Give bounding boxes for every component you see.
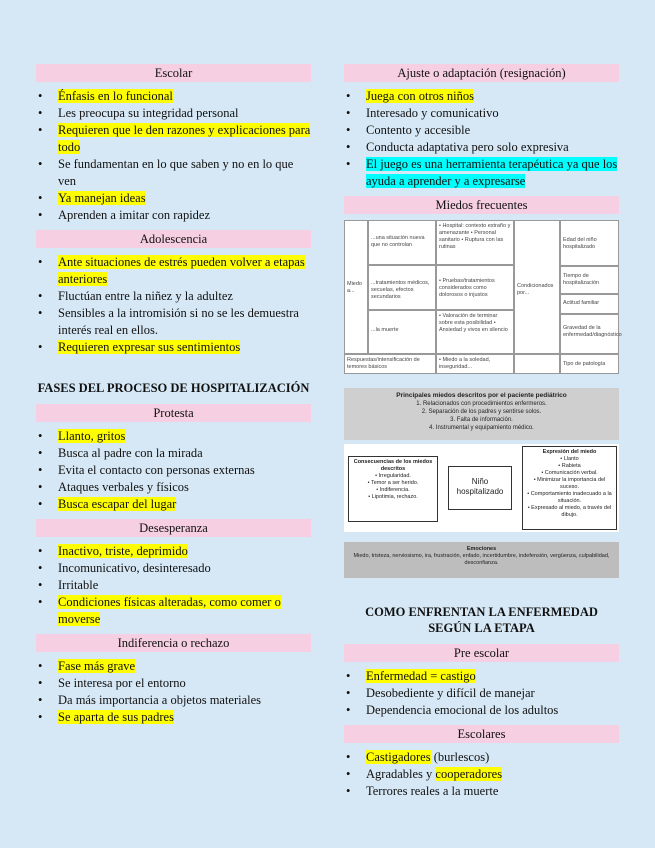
list-protesta <box>36 428 311 513</box>
enfrentan-title: COMO ENFRENTAN LA ENFERMEDAD SEGÚN LA ETAPA <box>365 605 598 635</box>
list-item <box>36 709 311 726</box>
diagram-line: • Llanto <box>560 456 579 462</box>
list-item <box>36 122 311 156</box>
miedos-cell-respuestas: Respuestas/intensificación de temores básicos <box>344 354 436 374</box>
list-item <box>344 668 619 685</box>
list-item <box>36 156 311 190</box>
section-header-adolescencia: Adolescencia <box>36 230 311 248</box>
diagram-top-title: Principales miedos descritos por el paciente pediátrico <box>396 392 567 399</box>
list-item-text: Busca escapar del lugar <box>58 497 177 511</box>
diagram-middle <box>344 444 619 532</box>
miedos-cell-edad: Edad del niño hospitalizado <box>560 220 619 266</box>
list-item <box>36 254 311 288</box>
diagram-expresion-box <box>522 446 617 530</box>
list-item <box>344 702 619 719</box>
section-header-protesta: Protesta <box>36 404 311 422</box>
diagram-line: • Lipotimia, rechazo. <box>368 494 418 500</box>
diagram-line: • Expresado al miedo, a través del dibujo. <box>527 505 612 518</box>
list-item-text: cooperadores <box>435 767 503 781</box>
list-item <box>344 766 619 783</box>
diagram-top-items <box>344 400 619 432</box>
list-item <box>36 190 311 207</box>
diagram-line: 3. Falta de información. <box>450 417 513 423</box>
miedos-cell-tratamientos: ...tratamientos médicos, secuelas, efectos secundarios <box>368 265 436 310</box>
miedos-cell-valoracion: • Valoración de terminar sobre esta posibilidad • Ansiedad y vivos en silencio <box>436 310 514 354</box>
diagram-emociones-box <box>344 542 619 578</box>
list-item <box>36 658 311 675</box>
list-item <box>36 445 311 462</box>
miedos-cell-hospital: • Hospital: contexto extraño y amenazante • Personal sanitario • Ruptura con las rutinas <box>436 220 514 265</box>
section-header-escolar: Escolar <box>36 64 311 82</box>
list-item <box>344 156 619 190</box>
list-indiferencia <box>36 658 311 726</box>
list-ajuste <box>344 88 619 190</box>
list-item-text: Ataques verbales y físicos <box>58 480 189 494</box>
list-item-text: Se interesa por el entorno <box>58 676 186 690</box>
list-item <box>36 594 311 628</box>
section-header-miedos: Miedos frecuentes <box>344 196 619 214</box>
diagram-line: 4. Instrumental y equipamiento médico. <box>429 425 534 431</box>
list-item <box>344 749 619 766</box>
list-item-text: Desobediente y difícil de manejar <box>366 686 535 700</box>
list-item-text: Aprenden a imitar con rapidez <box>58 208 211 222</box>
list-item-text: Da más importancia a objetos materiales <box>58 693 262 707</box>
list-item-text: Interesado y comunicativo <box>366 106 499 120</box>
list-item-text: Agradables y <box>366 767 436 781</box>
list-item-text: Busca al padre con la mirada <box>58 446 203 460</box>
list-item <box>344 105 619 122</box>
list-item-text: Fluctúan entre la niñez y la adultez <box>58 289 233 303</box>
list-item-text: Condiciones físicas alteradas, como comer o moverse <box>58 595 281 626</box>
list-item-text: Contento y accesible <box>366 123 471 137</box>
list-escolares <box>344 749 619 800</box>
list-item <box>36 675 311 692</box>
diagram-emociones-title: Emociones <box>466 546 497 552</box>
left-column <box>36 64 311 732</box>
list-preescolar <box>344 668 619 719</box>
section-header-desesperanza: Desesperanza <box>36 519 311 537</box>
diagram-consecuencias-title: Consecuencias de los miedos descritos <box>353 459 433 472</box>
list-item-text: Enfermedad = castigo <box>366 669 476 683</box>
list-item-text: Irritable <box>58 578 99 592</box>
miedos-cell-muerte: ...la muerte <box>368 310 436 354</box>
miedos-diagram <box>344 388 619 578</box>
list-item <box>36 339 311 356</box>
right-column <box>344 64 622 806</box>
list-item <box>344 88 619 105</box>
list-item-text: Fase más grave <box>58 659 136 673</box>
list-item <box>36 479 311 496</box>
diagram-line: • Minimizar la importancia del suceso. <box>533 477 606 490</box>
diagram-line: • Irregularidad. <box>375 473 411 479</box>
list-item-text: Ante situaciones de estrés pueden volver a etapas anteriores <box>58 255 305 286</box>
diagram-line: • Temor a ser herido. <box>367 480 419 486</box>
list-item <box>344 783 619 800</box>
list-item <box>36 105 311 122</box>
list-item-text: El juego es una herramienta terapéutica ya que los ayuda a aprender y a expresarse <box>366 157 618 188</box>
list-item <box>344 139 619 156</box>
miedos-cell-nueva: ...una situación nueva que no controlan <box>368 220 436 265</box>
miedos-cell-gravedad: Gravedad de la enfermedad/diagnóstico <box>560 314 619 354</box>
section-header-indiferencia: Indiferencia o rechazo <box>36 634 311 652</box>
list-item <box>36 577 311 594</box>
list-item-text: Terrores reales a la muerte <box>366 784 499 798</box>
list-item <box>36 428 311 445</box>
miedos-cell-tiempo: Tiempo de hospitalización <box>560 266 619 294</box>
fases-title: FASES DEL PROCESO DE HOSPITALIZACIÓN <box>37 381 310 395</box>
diagram-line: • Comunicación verbal. <box>541 470 598 476</box>
list-item <box>36 543 311 560</box>
section-header-preescolar: Pre escolar <box>344 644 619 662</box>
list-item-text: Se aparta de sus padres <box>58 710 174 724</box>
list-item-text: Castigadores <box>366 750 431 764</box>
diagram-line: 2. Separación de los padres y sentirse solos. <box>421 409 542 415</box>
list-escolar <box>36 88 311 224</box>
list-item <box>344 685 619 702</box>
list-item-text: Inactivo, triste, deprimido <box>58 544 188 558</box>
miedos-table <box>344 220 622 374</box>
list-item-text: Llanto, gritos <box>58 429 126 443</box>
list-item-text: Se fundamentan en lo que saben y no en lo que ven <box>58 157 294 188</box>
list-item <box>344 122 619 139</box>
diagram-top-box <box>344 388 619 440</box>
list-item <box>36 305 311 339</box>
diagram-emociones-text: Miedo, tristeza, nerviosismo, ira, frustración, enfado, incertidumbre, indefensión, vergüenza, culpabilidad, desconfianza. <box>353 553 610 566</box>
miedos-cell-pruebas: • Pruebas/tratamientos considerados como dolorosos o injustos <box>436 265 514 310</box>
diagram-line: • Rabieta <box>558 463 581 469</box>
list-item-text: Les preocupa su integridad personal <box>58 106 239 120</box>
list-item <box>36 692 311 709</box>
list-item-text: Evita el contacto con personas externas <box>58 463 255 477</box>
list-item <box>36 207 311 224</box>
list-item-text: Requieren expresar sus sentimientos <box>58 340 241 354</box>
diagram-center-box: Niño hospitalizado <box>448 466 512 510</box>
diagram-consecuencias-items <box>351 473 435 501</box>
list-item-text: Requieren que le den razones y explicaciones para todo <box>58 123 311 154</box>
section-header-escolares: Escolares <box>344 725 619 743</box>
miedos-cell-soledad: • Miedo a la soledad, inseguridad... <box>436 354 514 374</box>
diagram-expresion-title: Expresión del miedo <box>542 449 597 455</box>
list-item <box>36 288 311 305</box>
miedos-cell-patologia: Tipo de patología <box>560 354 619 374</box>
list-item-text: Sensibles a la intromisión si no se les demuestra interés real en ellos. <box>58 306 299 337</box>
list-item-text: Incomunicativo, desinteresado <box>58 561 211 575</box>
list-item-text: Énfasis en lo funcional <box>58 89 173 103</box>
list-item <box>36 560 311 577</box>
diagram-line: • Indiferencia. <box>376 487 410 493</box>
diagram-consecuencias-box <box>348 456 438 522</box>
list-desesperanza <box>36 543 311 628</box>
list-adolescencia <box>36 254 311 356</box>
miedos-cell-actitud: Actitud familiar <box>560 294 619 314</box>
list-item-text: (burlescos) <box>430 750 490 764</box>
section-header-ajuste: Ajuste o adaptación (resignación) <box>344 64 619 82</box>
miedos-cell-condicionados: Condicionados por... <box>514 220 560 354</box>
list-item-text: Dependencia emocional de los adultos <box>366 703 559 717</box>
list-item-text: Ya manejan ideas <box>58 191 146 205</box>
diagram-line: 1. Relacionados con procedimientos enfermeros. <box>416 401 547 407</box>
diagram-expresion-items <box>525 456 614 519</box>
list-item-text: Juega con otros niños <box>366 89 474 103</box>
list-item <box>36 462 311 479</box>
diagram-line: • Comportamiento inadecuado a la situación. <box>527 491 612 504</box>
list-item <box>36 496 311 513</box>
miedos-cell-miedo: Miedo a... <box>344 220 368 354</box>
list-item-text: Conducta adaptativa pero solo expresiva <box>366 140 569 154</box>
miedos-cell-empty <box>514 354 560 374</box>
list-item <box>36 88 311 105</box>
